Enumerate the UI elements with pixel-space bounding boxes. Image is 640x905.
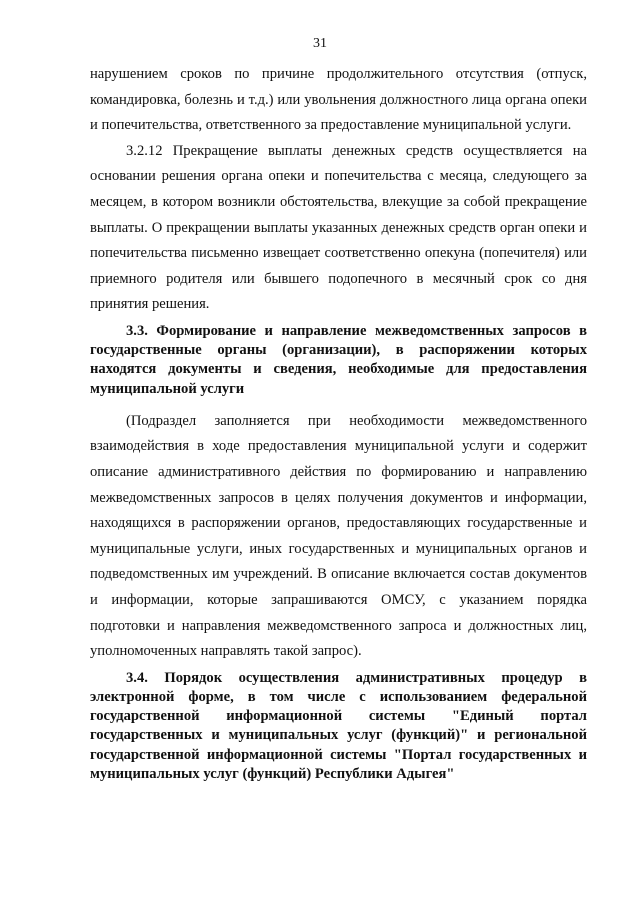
section-heading-3-3: 3.3. Формирование и направление межведомственных запросов в государственные органы (организации), в распоряжении которых находятся документы и сведения, необходимые для предоставления муниципальной услуги bbox=[90, 322, 587, 397]
paragraph-continuation: нарушением сроков по причине продолжительного отсутствия (отпуск, командировка, болезнь и т.д.) или увольнения должностного лица органа опеки и попечительства, ответственного за предоставление муниципальной услуги. bbox=[90, 66, 587, 134]
spacer bbox=[90, 399, 587, 409]
document-body bbox=[90, 62, 587, 784]
section-heading-3-4: 3.4. Порядок осуществления административных процедур в электронной форме, в том числе с использованием федеральной государственной информационной системы "Единый портал государственных и муниципальных услуг (функций)" и региональной государственной информационной системы "Портал государственных и муниципальных услуг (функций) Республики Адыгея" bbox=[90, 669, 587, 782]
paragraph-subsection-note: (Подраздел заполняется при необходимости межведомственного взаимодействия в ходе предоставления муниципальной услуги и содержит описание административного действия по формированию и направлению межведомственных запросов в целях получения документов и информации, находящихся в распоряжении органов, предоставляющих государственные и муниципальные услуги, иных государственных и муниципальных органов и подведомственных им учреждений. В описание включается состав документов и информации, которые запрашиваются ОМСУ, с указанием порядка подготовки и направления межведомственного запроса и должностных лиц, уполномоченных направлять такой запрос). bbox=[90, 412, 587, 660]
page-number: 31 bbox=[313, 36, 327, 51]
paragraph-3-2-12: 3.2.12 Прекращение выплаты денежных средств осуществляется на основании решения органа опеки и попечительства с месяца, следующего за месяцем, в котором возникли обстоятельства, влекущие за собой прекращение выплаты. О прекращении выплаты указанных денежных средств орган опеки и попечительства письменно извещает соответственно опекуна (попечителя) или приемного родителя или бывшего подопечного в месячный срок со дня принятия решения. bbox=[90, 142, 587, 313]
